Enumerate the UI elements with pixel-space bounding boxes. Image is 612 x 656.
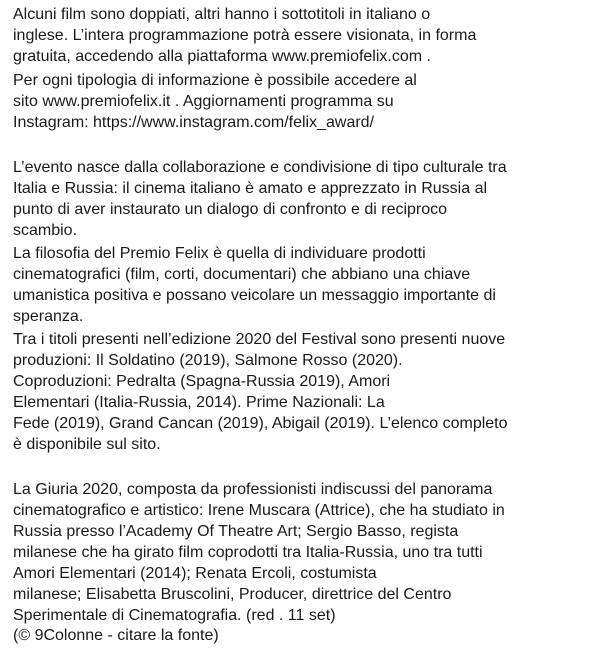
paragraph-line: L’evento nasce dalla collaborazione e condivisione di tipo culturale tra xyxy=(13,159,507,176)
paragraph-line: milanese; Elisabetta Bruscolini, Producer, direttrice del Centro xyxy=(13,586,452,603)
text-span: gratuita, accedendo alla piattaforma xyxy=(13,48,272,65)
paragraph-line: La Giuria 2020, composta da professionisti indiscussi del panorama xyxy=(13,481,493,498)
paragraph-line: Alcuni film sono doppiati, altri hanno i sottotitoli in italiano o xyxy=(13,6,431,23)
paragraph-line: scambio. xyxy=(13,222,78,239)
paragraph-line: Coproduzioni: Pedralta (Spagna-Russia 2019), Amori xyxy=(13,373,391,390)
paragraph-line: Fede (2019), Grand Cancan (2019), Abigail (2019). L’elenco completo xyxy=(13,415,508,432)
paragraph-line xyxy=(13,113,374,133)
paragraph-line: Elementari (Italia-Russia, 2014). Prime Nazionali: La xyxy=(13,394,385,411)
text-span: Instagram: xyxy=(13,114,94,131)
paragraph-line: Amori Elementari (2014); Renata Ercoli, costumista xyxy=(13,565,377,582)
paragraph-line xyxy=(13,47,431,67)
premiofelix-com-link[interactable]: www.premiofelix.com xyxy=(271,48,423,65)
text-span: sito xyxy=(13,93,43,110)
paragraph-line: Italia e Russia: il cinema italiano è amato e apprezzato in Russia al xyxy=(13,180,488,197)
paragraph-line: punto di aver instaurato un dialogo di confronto e di reciproco xyxy=(13,201,448,218)
paragraph-line: cinematografici (film, corti, documentari) che abbiano una chiave xyxy=(13,266,471,283)
paragraph-line: produzioni: Il Soldatino (2019), Salmone Rosso (2020). xyxy=(13,352,403,369)
paragraph-line: cinematografico e artistico: Irene Muscara (Attrice), che ha studiato in xyxy=(13,502,505,519)
paragraph-line: Sperimentale di Cinematografia. (red . 11 set) xyxy=(13,607,336,624)
paragraph-line: inglese. L’intera programmazione potrà essere visionata, in forma xyxy=(13,27,477,44)
paragraph-line xyxy=(13,92,394,112)
paragraph-line: speranza. xyxy=(13,308,84,325)
instagram-link[interactable]: https://www.instagram.com/felix_award/ xyxy=(93,114,375,131)
paragraph-line: Tra i titoli presenti nell’edizione 2020 del Festival sono presenti nuove xyxy=(13,331,506,348)
paragraph-line: Russia presso l’Academy Of Theatre Art; Sergio Basso, regista xyxy=(13,523,459,540)
paragraph-line: Per ogni tipologia di informazione è possibile accedere al xyxy=(13,72,417,89)
source-credit: (© 9Colonne - citare la fonte) xyxy=(13,627,219,644)
paragraph-line: è disponibile sul sito. xyxy=(13,436,161,453)
text-span: . xyxy=(422,48,431,65)
text-span: . Aggiornamenti programma su xyxy=(170,93,394,110)
paragraph-line: milanese che ha girato film coprodotti tra Italia-Russia, uno tra tutti xyxy=(13,544,483,561)
paragraph-line: La filosofia del Premio Felix è quella di individuare prodotti xyxy=(13,245,426,262)
paragraph-line: umanistica positiva e possano veicolare un messaggio importante di xyxy=(13,287,496,304)
premiofelix-it-link[interactable]: www.premiofelix.it xyxy=(42,93,171,110)
